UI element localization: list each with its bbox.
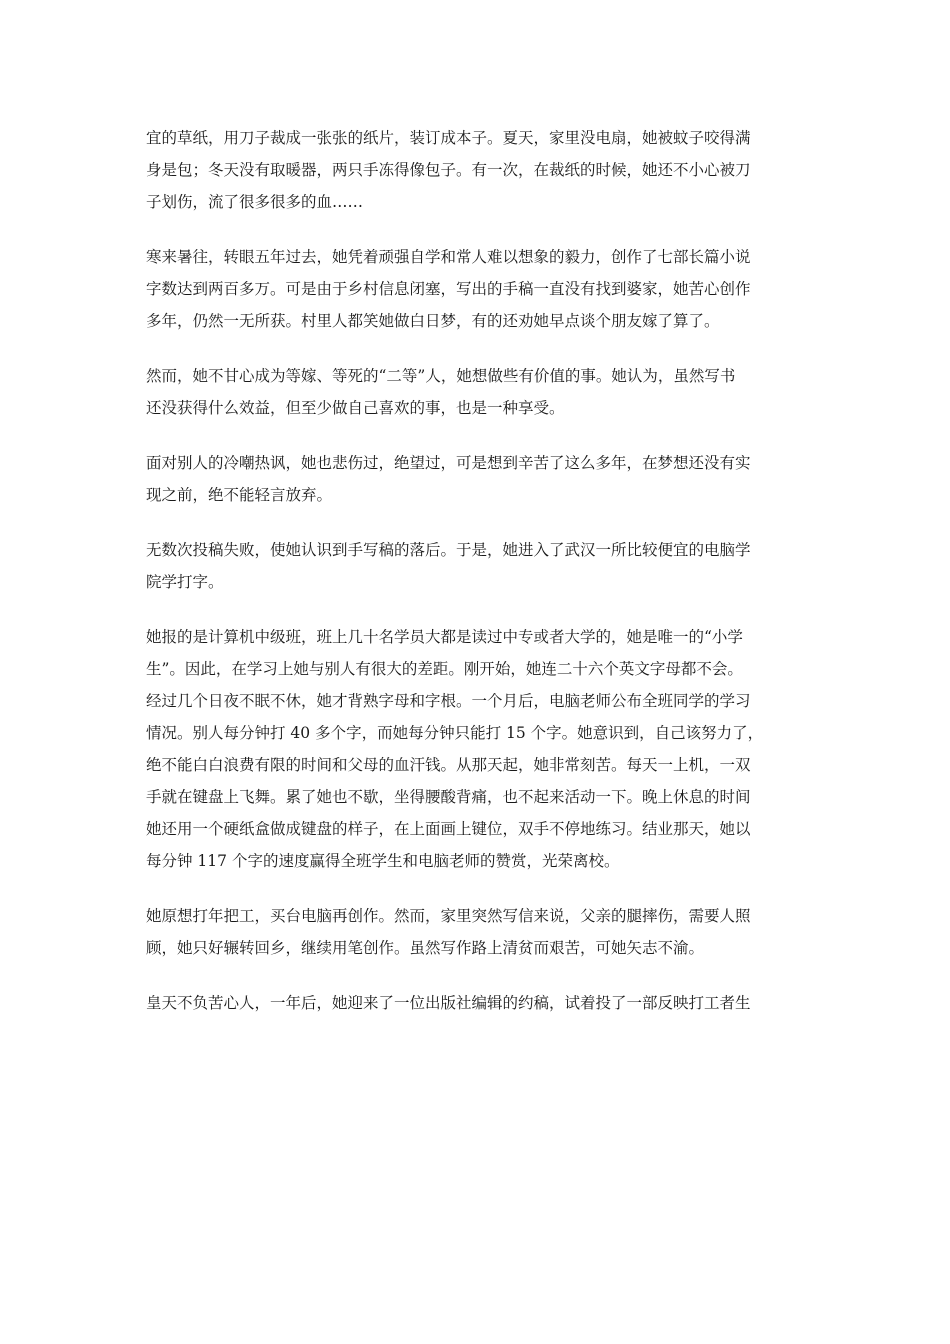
article-body xyxy=(146,122,810,1019)
text-line: 现之前，绝不能轻言放弃。 xyxy=(146,486,333,504)
text-line: 皇天不负苦心人，一年后，她迎来了一位出版社编辑的约稿，试着投了一部反映打工者生 xyxy=(146,994,751,1012)
text-line: 身是包；冬天没有取暖器，两只手冻得像包子。有一次，在裁纸的时候，她还不小心被刀 xyxy=(146,161,751,179)
text-line: 生”。因此，在学习上她与别人有很大的差距。刚开始，她连二十六个英文字母都不会。 xyxy=(146,660,743,678)
text-line: 她报的是计算机中级班，班上几十名学员大都是读过中专或者大学的，她是唯一的“小学 xyxy=(146,628,743,646)
text-line: 手就在键盘上飞舞。累了她也不歇，坐得腰酸背痛，也不起来活动一下。晚上休息的时间 xyxy=(146,788,751,806)
paragraph-spacing xyxy=(146,424,810,447)
paragraph-spacing xyxy=(146,218,810,241)
paragraph-spacing xyxy=(146,511,810,534)
paragraph xyxy=(146,447,810,511)
text-line: 然而，她不甘心成为等嫁、等死的“二等”人，她想做些有价值的事。她认为，虽然写书 xyxy=(146,367,736,385)
paragraph-spacing xyxy=(146,964,810,987)
paragraph xyxy=(146,241,810,337)
text-line: 她还用一个硬纸盒做成键盘的样子，在上面画上键位，双手不停地练习。结业那天，她以 xyxy=(146,820,751,838)
paragraph xyxy=(146,987,810,1019)
paragraph-spacing xyxy=(146,598,810,621)
text-line: 院学打字。 xyxy=(146,573,224,591)
paragraph xyxy=(146,534,810,598)
text-line: 绝不能白白浪费有限的时间和父母的血汗钱。从那天起，她非常刻苦。每天一上机，一双 xyxy=(146,756,751,774)
paragraph-spacing xyxy=(146,337,810,360)
text-line: 寒来暑往，转眼五年过去，她凭着顽强自学和常人难以想象的毅力，创作了七部长篇小说 xyxy=(146,248,751,266)
text-line: 无数次投稿失败，使她认识到手写稿的落后。于是，她进入了武汉一所比较便宜的电脑学 xyxy=(146,541,751,559)
text-line: 经过几个日夜不眠不休，她才背熟字母和字根。一个月后，电脑老师公布全班同学的学习 xyxy=(146,692,751,710)
paragraph-spacing xyxy=(146,877,810,900)
text-line: 子划伤，流了很多很多的血…… xyxy=(146,193,364,211)
text-line: 每分钟 117 个字的速度赢得全班学生和电脑老师的赞赏，光荣离校。 xyxy=(146,852,620,870)
text-line: 宜的草纸，用刀子裁成一张张的纸片，装订成本子。夏天，家里没电扇，她被蚊子咬得满 xyxy=(146,129,751,147)
paragraph xyxy=(146,122,810,218)
text-line: 多年，仍然一无所获。村里人都笑她做白日梦，有的还劝她早点谈个朋友嫁了算了。 xyxy=(146,312,720,330)
paragraph xyxy=(146,360,810,424)
text-line: 她原想打年把工，买台电脑再创作。然而，家里突然写信来说，父亲的腿摔伤，需要人照 xyxy=(146,907,751,925)
text-line: 面对别人的冷嘲热讽，她也悲伤过，绝望过，可是想到辛苦了这么多年，在梦想还没有实 xyxy=(146,454,751,472)
text-line: 字数达到两百多万。可是由于乡村信息闭塞，写出的手稿一直没有找到婆家，她苦心创作 xyxy=(146,280,751,298)
paragraph xyxy=(146,900,810,964)
paragraph xyxy=(146,621,810,877)
text-line: 还没获得什么效益，但至少做自己喜欢的事，也是一种享受。 xyxy=(146,399,565,417)
text-line: 顾，她只好辗转回乡，继续用笔创作。虽然写作路上清贫而艰苦，可她矢志不渝。 xyxy=(146,939,705,957)
text-line: 情况。别人每分钟打 40 多个字，而她每分钟只能打 15 个字。她意识到，自己该努力了， xyxy=(146,724,764,742)
